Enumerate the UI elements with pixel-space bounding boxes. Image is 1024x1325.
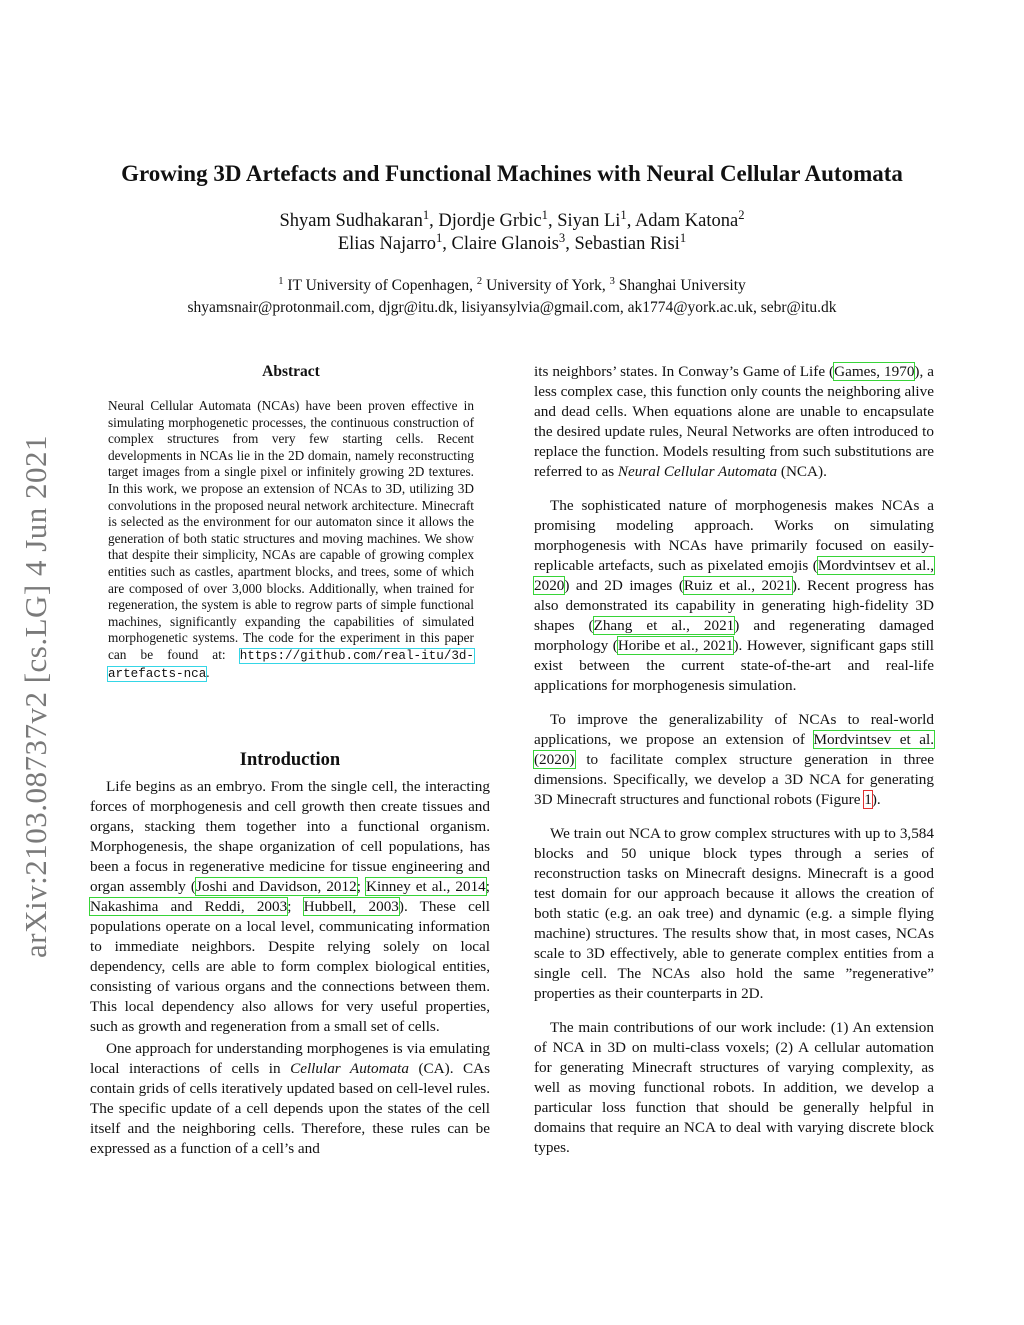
affiliation-mark: 1 (435, 230, 443, 245)
affiliation-name: IT University of Copenhagen, (283, 277, 477, 294)
figure-reference-link[interactable]: 1 (864, 791, 872, 808)
abstract-body (108, 398, 474, 682)
author-line-1 (0, 207, 1024, 233)
paragraph-text: (NCA). (777, 463, 827, 480)
abstract-text: Neural Cellular Automata (NCAs) have been proven effective in simulating morphogenetic processes, the continuous construction of complex structures from very few starting cells. Recent developments in NCAs lie in the 2D domain, namely reconstructing target images from a single pixel or infinitely growing 2D textures. In this work, we propose an extension of NCAs to 3D, utilizing 3D convolutions in the proposed neural network architecture. Minecraft is selected as the environment for our automaton since it allows the generation of both static structures and moving machines. We show that despite their simplicity, NCAs are capable of growing complex entities such as castles, apartment blocks, and trees, some of which are composed of over 3,000 blocks. Additionally, when trained for regeneration, the system is able to regrow parts of simple functional machines, significantly expanding the capabilities of simulated morphogenetic systems. The code for the experiment in this paper can be found at: (108, 398, 474, 662)
abstract-heading: Abstract (262, 363, 320, 380)
paragraph-text: ) and regenerating damaged morphology ( (534, 617, 934, 654)
paragraph-text: ). Recent progress has also demonstrated its capability in generating high-fidelity 3D shapes ( (534, 577, 934, 634)
citation-link[interactable]: Mordvintsev et al., 2020 (534, 557, 934, 594)
paragraph-text: One approach for understanding morphogenes is via emulating local interactions of cells in (90, 1040, 490, 1077)
paragraph-text: To improve the generalizability of NCAs to real-world applications, we propose an extension of (534, 711, 934, 748)
citation-link[interactable]: Hubbell, 2003 (303, 898, 399, 915)
intro-paragraph-1 (90, 777, 490, 1037)
affiliation-mark: 3 (609, 275, 615, 287)
author-name: Shyam Sudhakaran (279, 211, 423, 231)
citation-link[interactable]: Mordvintsev et al. (2020) (534, 731, 935, 768)
affiliation-mark: 2 (476, 275, 483, 287)
paragraph-text: The sophisticated nature of morphogenesis makes NCAs a promising modeling approach. Works on simulating morphogenesis with NCAs have primarily focused on easily-replicable artefacts, such as pixelated emojis ( (534, 497, 934, 574)
citation-link[interactable]: Games, 1970 (834, 363, 915, 380)
arxiv-identifier: arXiv:2103.08737v2 [cs.LG] 4 Jun 2021 (18, 434, 53, 958)
intro-paragraph-5 (534, 710, 934, 810)
paragraph-text: to facilitate complex structure generation in three dimensions. Specifically, we develop a 3D NCA for generating 3D Minecraft structures and functional robots (Figure (534, 751, 934, 808)
separator: ; (287, 898, 304, 915)
affiliation-line (0, 275, 1024, 297)
separator: ; (485, 878, 490, 895)
author-name: , Adam Katona (626, 211, 739, 231)
affiliation-mark: 1 (620, 207, 627, 222)
paragraph-text: ) and 2D images ( (564, 577, 684, 594)
intro-paragraph-7: The main contributions of our work include: (1) An extension of NCA in 3D on multi-class voxels; (2) A cellular automation for generating Minecraft structures of varying complexity, as well as moving functional robots. In addition, we develop a particular loss function that should be generally helpful in domains that require an NCA to deal with varying discrete block types. (534, 1019, 934, 1156)
paragraph-text: ). These cell populations operate on a local level, communicating information to immediate neighbors. Despite relying solely on local dependency, cells are able to form complex biological entities, consisting of various organs and the connections between them. This local dependency also allows for very useful properties, such as growth and regeneration from a small set of cells. (90, 898, 490, 1035)
author-line-2 (0, 230, 1024, 256)
paragraph-text: its neighbors’ states. In Conway’s Game of Life ( (534, 363, 835, 380)
citation-link[interactable]: Zhang et al., 2021 (593, 617, 735, 634)
emphasis: Cellular Automata (290, 1060, 409, 1077)
paragraph-text: ), a less complex case, this function only counts the neighboring alive and dead cells. When equations alone are unable to encapsulate the desired update rules, Neural Networks are often introduced to replace the function. Models resulting from such substitutions are referred to as (534, 363, 934, 480)
author-name: , Claire Glanois (442, 234, 559, 254)
intro-paragraph-4 (534, 496, 934, 696)
citation-link[interactable]: Nakashima and Reddi, 2003 (90, 898, 288, 915)
left-column (90, 777, 490, 1159)
intro-paragraph-3 (534, 362, 934, 482)
author-name: , Siyan Li (547, 211, 621, 231)
email-list: shyamsnair@protonmail.com, djgr@itu.dk, lisiyansylvia@gmail.com, ak1774@york.ac.uk, sebr@itu.dk (187, 299, 837, 316)
author-name: , Sebastian Risi (565, 234, 680, 254)
separator: ; (356, 878, 366, 895)
affiliation-mark: 3 (558, 230, 566, 245)
affiliation-mark: 1 (278, 275, 284, 287)
code-repository-link[interactable]: https://github.com/real-itu/3d-artefacts-nca (108, 648, 474, 681)
paragraph-text: ). However, significant gaps still exist between the current state-of-the-art and real-life applications for morphogenesis simulation. (534, 637, 934, 694)
author-name: Elias Najarro (337, 234, 436, 254)
affiliation-name: University of York, (482, 277, 610, 294)
introduction-heading: Introduction (239, 750, 341, 770)
author-list (0, 207, 1024, 256)
citation-link[interactable]: Horibe et al., 2021 (617, 637, 734, 654)
author-name: , Djordje Grbic (429, 211, 542, 231)
affiliation-mark: 2 (738, 207, 745, 222)
citation-link[interactable]: Kinney et al., 2014 (366, 878, 486, 895)
paragraph-text: Life begins as an embryo. From the single cell, the interacting forces of morphogenesis and cell growth then create tissues and organs, stacking them together into a functional organism. Morphogenesis, the shape organization of cell populations, has been a focus in regenerative medicine for tissue engineering and organ assembly ( (90, 778, 490, 895)
right-column (534, 362, 934, 1158)
citation-link[interactable]: Joshi and Davidson, 2012 (196, 878, 357, 895)
paragraph-text: (CA). CAs contain grids of cells iteratively updated based on cell-level rules. The specific update of a cell depends upon the states of the cell itself and the neighboring cells. Therefore, these rules can be expressed as a function of a cell’s and (90, 1060, 490, 1157)
affiliation-mark: 1 (679, 230, 687, 245)
citation-link[interactable]: Ruiz et al., 2021 (683, 577, 792, 594)
emphasis: Neural Cellular Automata (617, 463, 778, 480)
intro-paragraph-6: We train out NCA to grow complex structures with up to 3,584 blocks and 50 unique block types through a series of reconstruction tasks on Minecraft designs. Minecraft is a good test domain for our approach because it allows the creation of both static (e.g. an oak tree) and dynamic (e.g. a simple flying machine) structures. The results show that, in most cases, NCAs scale to 3D effectively, able to generate complex entities from a single cell. The NCAs also hold the same ”regenerative” properties as their counterparts in 2D. (534, 825, 934, 1002)
paragraph-text: ). (871, 791, 881, 808)
affiliation-name: Shanghai University (614, 277, 746, 294)
abstract-end: . (206, 664, 210, 680)
affiliation-mark: 1 (541, 207, 548, 222)
affiliation-mark: 1 (422, 207, 430, 222)
affiliations (0, 275, 1024, 319)
intro-paragraph-2 (90, 1039, 490, 1159)
paper-title: Growing 3D Artefacts and Functional Machines with Neural Cellular Automata (121, 161, 903, 186)
